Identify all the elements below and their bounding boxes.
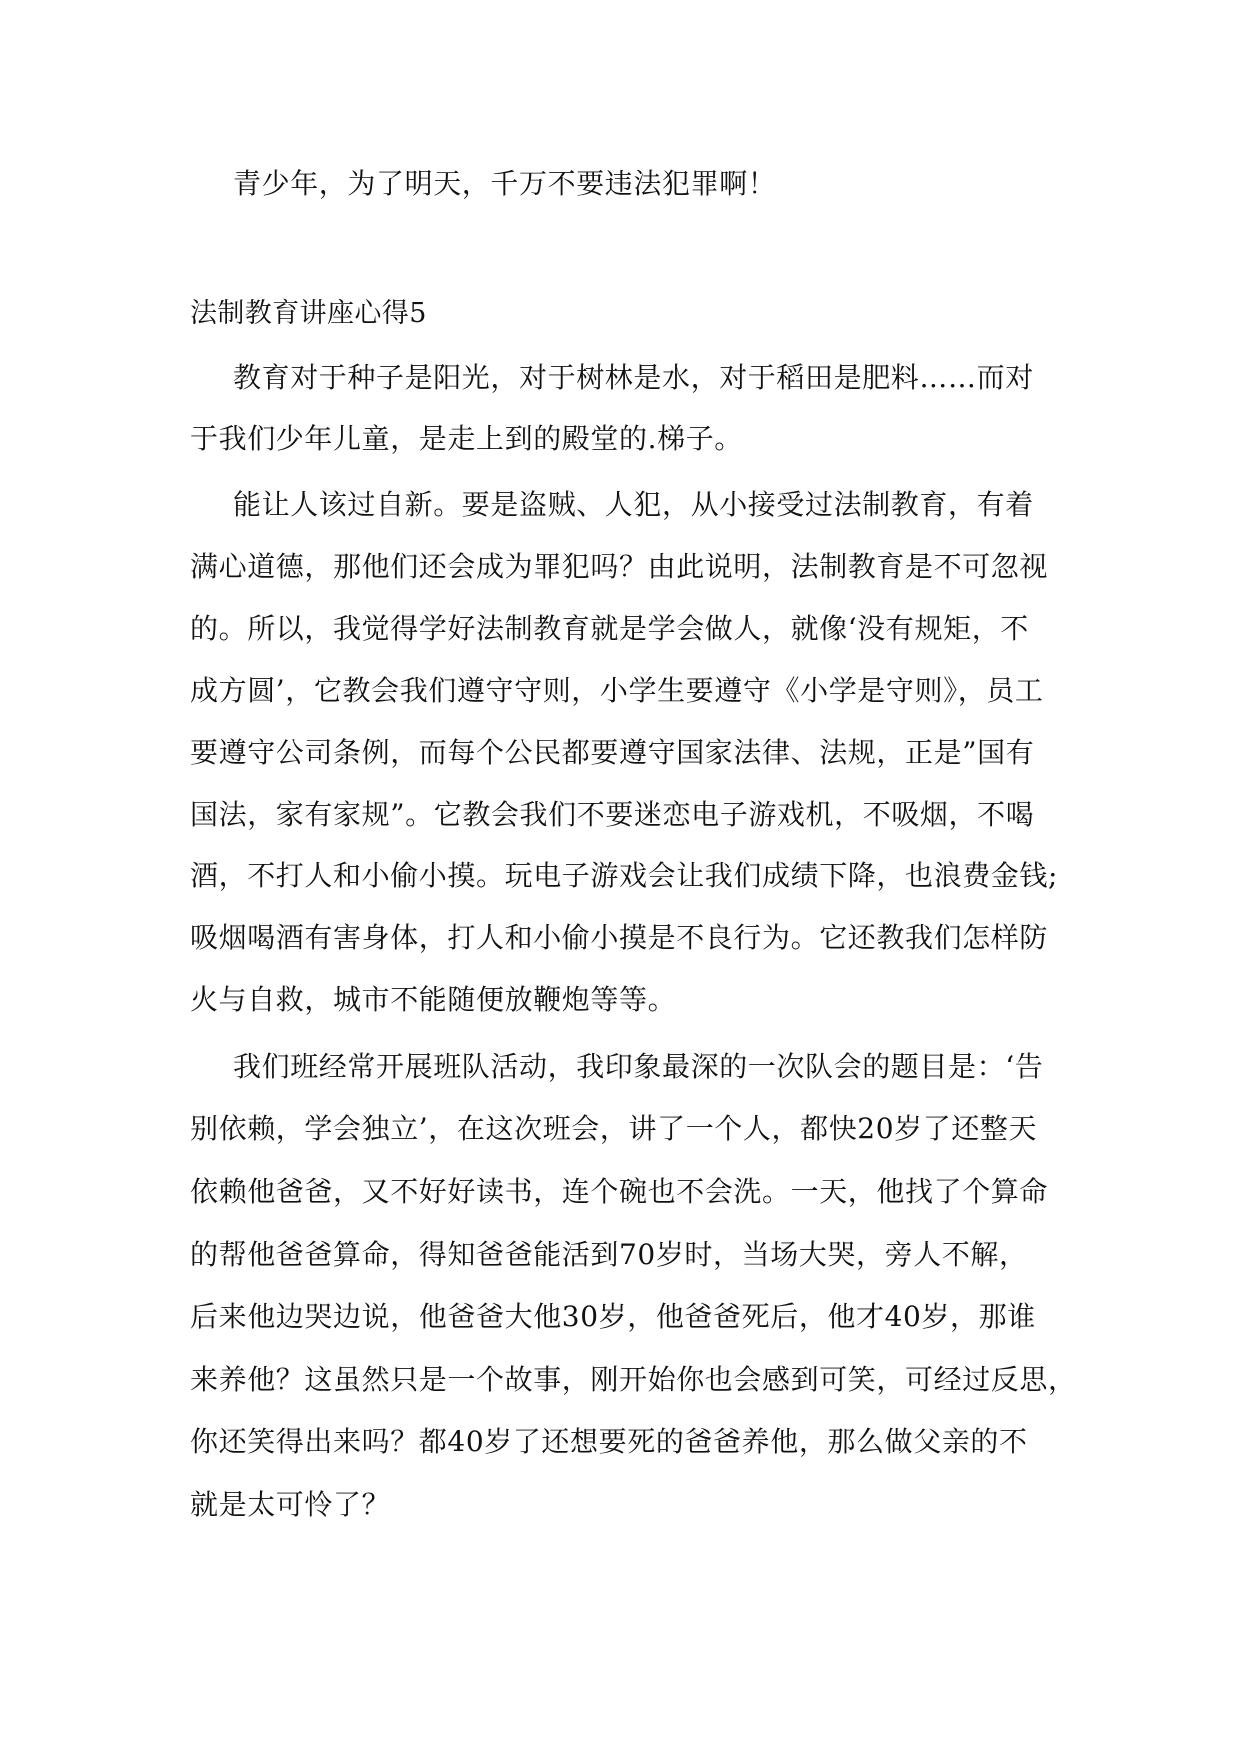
paragraph-2-line-8: 吸烟喝酒有害身体，打人和小偷小摸是不良行为。它还教我们怎样防	[190, 921, 1049, 954]
paragraph-3-line-1: 我们班经常开展班队活动，我印象最深的一次队会的题目是：‘告	[233, 1050, 1044, 1083]
paragraph-2-line-5: 要遵守公司条例，而每个公民都要遵守国家法律、法规，正是”国有	[190, 736, 1035, 769]
paragraph-1-line-2: 于我们少年儿童，是走上到的殿堂的.梯子。	[190, 422, 743, 455]
paragraph-1-line-1: 教育对于种子是阳光，对于树林是水，对于稻田是肥料……而对	[233, 361, 1034, 394]
paragraph-3-line-5: 后来他边哭边说，他爸爸大他30岁，他爸爸死后，他才40岁，那谁	[190, 1300, 1036, 1333]
paragraph-2-line-2: 满心道德，那他们还会成为罪犯吗？由此说明，法制教育是不可忽视	[190, 550, 1049, 583]
paragraph-2-line-7: 酒，不打人和小偷小摸。玩电子游戏会让我们成绩下降，也浪费金钱;	[190, 859, 1059, 892]
paragraph-2-line-6: 国法，家有家规”。它教会我们不要迷恋电子游戏机，不吸烟，不喝	[190, 798, 1035, 831]
paragraph-3-line-8: 就是太可怜了？	[190, 1488, 391, 1521]
paragraph-2-line-4: 成方圆’，它教会我们遵守守则，小学生要遵守《小学是守则》，员工	[190, 674, 1044, 707]
intro-line: 青少年，为了明天，千万不要违法犯罪啊！	[233, 167, 777, 200]
paragraph-3-line-7: 你还笑得出来吗？都40岁了还想要死的爸爸养他，那么做父亲的不	[190, 1425, 1028, 1458]
paragraph-2-line-3: 的。所以，我觉得学好法制教育就是学会做人，就像‘没有规矩，不	[190, 612, 1029, 645]
paragraph-3-line-2: 别依赖，学会独立’，在这次班会，讲了一个人，都快20岁了还整天	[190, 1112, 1038, 1145]
paragraph-3-line-4: 的帮他爸爸算命，得知爸爸能活到70岁时，当场大哭，旁人不解，	[190, 1238, 1028, 1271]
section-title: 法制教育讲座心得5	[190, 298, 427, 329]
paragraph-2-line-9: 火与自救，城市不能随便放鞭炮等等。	[190, 983, 677, 1016]
paragraph-2-line-1: 能让人该过自新。要是盗贼、人犯，从小接受过法制教育，有着	[233, 488, 1034, 521]
paragraph-3-line-3: 依赖他爸爸，又不好好读书，连个碗也不会洗。一天，他找了个算命	[190, 1175, 1049, 1208]
paragraph-3-line-6: 来养他？这虽然只是一个故事，刚开始你也会感到可笑，可经过反思，	[190, 1363, 1077, 1396]
